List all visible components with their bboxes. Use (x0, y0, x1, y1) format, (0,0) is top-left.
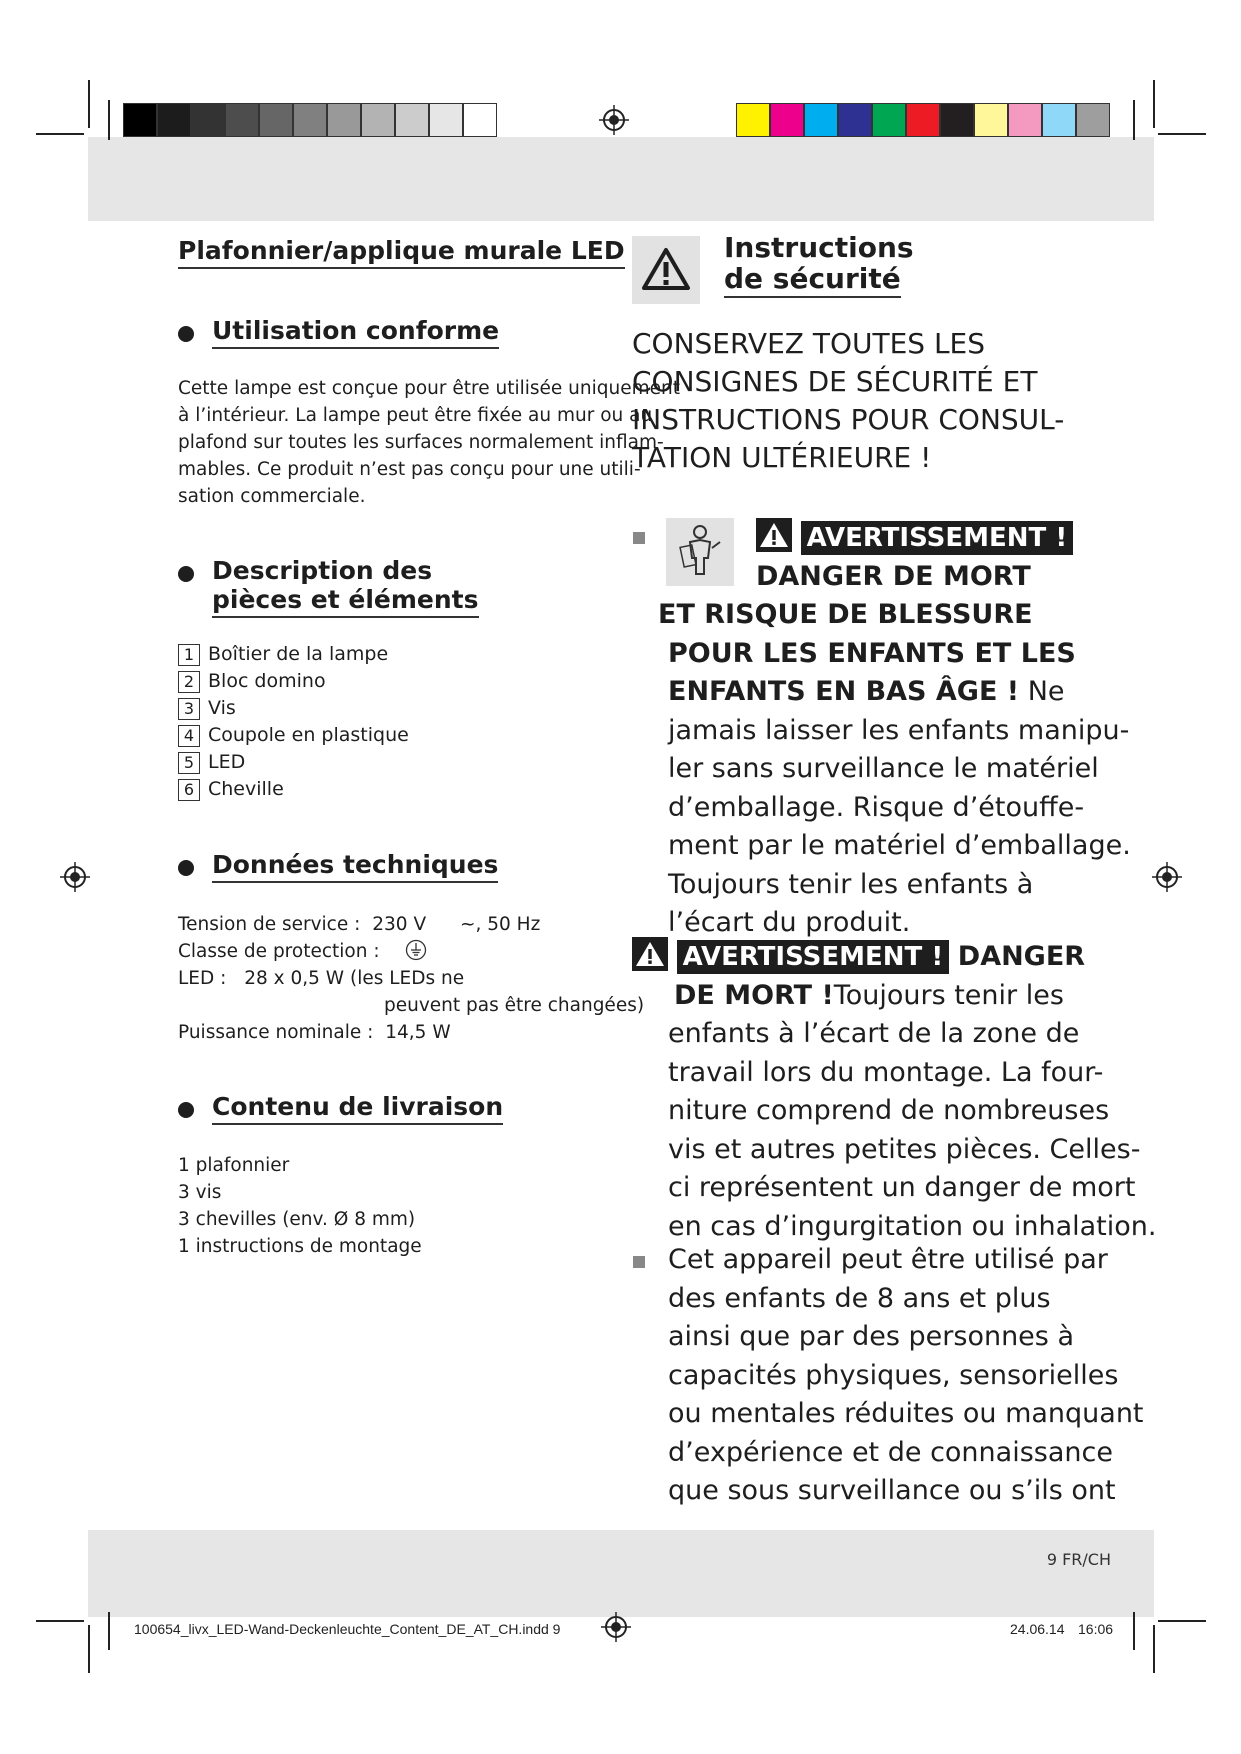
crop-mark (108, 1612, 110, 1650)
crop-mark (1158, 133, 1206, 135)
crop-mark (88, 80, 90, 128)
usage-heading: Utilisation conforme (212, 316, 499, 349)
voltage-row (178, 911, 618, 938)
color-swatch (872, 103, 906, 137)
part-number: 6 (178, 779, 200, 801)
delivery-heading: Contenu de livraison (212, 1092, 503, 1125)
crop-mark (1153, 1625, 1155, 1673)
safety-icon-box (632, 236, 700, 304)
color-swatch (1076, 103, 1110, 137)
led-row (178, 965, 618, 992)
safety-heading-line: Instructions (724, 231, 914, 264)
footer-time: 16:06 (1078, 1621, 1114, 1637)
list-item (178, 643, 409, 670)
color-swatch (1008, 103, 1042, 137)
crop-mark (1133, 1612, 1135, 1650)
page-number: 9 FR/CH (1046, 1550, 1111, 1569)
registration-mark-icon (599, 105, 629, 135)
bullet-3-line: Cet appareil peut être utilisé par (668, 1244, 1108, 1275)
usage-text (178, 375, 680, 510)
color-swatch (123, 103, 157, 137)
warning-1-bold-line: DANGER DE MORT (756, 560, 1031, 592)
power-row (178, 1019, 618, 1046)
safety-heading-line: de sécurité (724, 264, 901, 298)
footer-band (88, 1530, 1154, 1617)
warning-1-line: l’écart du produit. (668, 907, 911, 938)
warning-2-line: niture comprend de nombreuses (668, 1095, 1110, 1126)
usage-line: sation commerciale. (178, 486, 366, 507)
bullet-3 (668, 1241, 1144, 1511)
usage-line: plafond sur toutes les surfaces normalement inflam- (178, 432, 664, 453)
list-item (178, 670, 409, 697)
color-swatch (259, 103, 293, 137)
section-bullet (178, 566, 194, 582)
parts-list (178, 643, 409, 805)
warning-label: AVERTISSEMENT ! (677, 940, 950, 974)
product-title: Plafonnier/applique murale LED (178, 236, 625, 269)
delivery-list (178, 1152, 422, 1260)
usage-line: Cette lampe est conçue pour être utilisée uniquement (178, 378, 680, 399)
color-swatch (157, 103, 191, 137)
footer-date: 24.06.14 (1010, 1621, 1065, 1637)
color-swatch (225, 103, 259, 137)
bullet-3-line: des enfants de 8 ans et plus (668, 1282, 1051, 1314)
notice-line: CONSERVEZ TOUTES LES (632, 327, 986, 360)
warning-2-line: enfants à l’écart de la zone de (668, 1018, 1080, 1049)
registration-mark-icon (601, 1612, 631, 1642)
warning-1-bold-line (660, 673, 1065, 712)
crop-mark (1158, 1620, 1206, 1622)
parts-heading (212, 556, 479, 618)
part-label: LED (208, 751, 246, 773)
part-number: 4 (178, 725, 200, 747)
warning-label: AVERTISSEMENT ! (801, 521, 1074, 555)
part-number: 1 (178, 644, 200, 666)
crop-mark (1133, 100, 1135, 140)
warning-triangle-icon (756, 518, 792, 552)
crop-mark (36, 133, 84, 135)
crop-mark (36, 1620, 84, 1622)
warning-1-line: ment par le matériel d’emballage. (668, 830, 1131, 861)
color-swatch (974, 103, 1008, 137)
warning-triangle-icon (632, 236, 700, 304)
voltage-label: Tension de service : (178, 914, 361, 935)
part-label: Bloc domino (208, 670, 326, 692)
color-swatch (770, 103, 804, 137)
color-swatch (293, 103, 327, 137)
notice-line: CONSIGNES DE SÉCURITÉ ET (632, 365, 1038, 398)
list-item: 1 instructions de montage (178, 1236, 422, 1257)
bullet-3-line: capacités physiques, sensorielles (668, 1359, 1119, 1391)
warning-2-line: en cas d’ingurgitation ou inhalation. (668, 1210, 1157, 1242)
part-number: 2 (178, 671, 200, 693)
list-item (178, 697, 409, 724)
usage-line: à l’intérieur. La lampe peut être fixée au mur ou au (178, 405, 653, 426)
color-swatch (361, 103, 395, 137)
keep-instructions-notice (632, 325, 1064, 477)
warning-2-bold-b: DE MORT ! (674, 979, 834, 1011)
warning-2-line: vis et autres petites pièces. Celles- (668, 1133, 1141, 1165)
warning-2-head (632, 937, 1086, 977)
color-swatch (327, 103, 361, 137)
tech-data (178, 911, 645, 1046)
part-number: 5 (178, 752, 200, 774)
part-number: 3 (178, 698, 200, 720)
parts-heading-line: pièces et éléments (212, 585, 479, 618)
voltage-value: 230 V (372, 914, 427, 935)
part-label: Cheville (208, 778, 284, 800)
section-bullet (178, 860, 194, 876)
warning-2-line: travail lors du montage. La four- (668, 1056, 1104, 1088)
color-swatch (838, 103, 872, 137)
list-item: 3 vis (178, 1182, 222, 1203)
warning-2-second (632, 977, 1072, 1016)
registration-mark-icon (60, 862, 90, 892)
warning-1 (658, 518, 1131, 943)
list-item: 3 chevilles (env. Ø 8 mm) (178, 1209, 416, 1230)
notice-line: TATION ULTÉRIEURE ! (632, 441, 932, 474)
warning-triangle-icon (632, 937, 668, 971)
warning-1-bold-end: ENFANTS EN BAS ÂGE ! (668, 676, 1020, 707)
warning-1-head (660, 518, 1068, 558)
warning-1-line: d’emballage. Risque d’étouffe- (668, 791, 1085, 823)
warning-1-line: ler sans surveillance le matériel (668, 753, 1099, 784)
list-item (178, 751, 409, 778)
warning-1-bold-line: ET RISQUE DE BLESSURE (658, 599, 1033, 630)
voltage-frequency: ~, 50 Hz (460, 914, 541, 935)
parts-heading-line: Description des (212, 556, 433, 585)
warning-2-bold-a: DANGER (957, 941, 1086, 972)
list-bullet (633, 1256, 645, 1268)
warning-2-tail: Toujours tenir les (833, 979, 1064, 1011)
footer-filename: 100654_livx_LED-Wand-Deckenleuchte_Content_DE_AT_CH.indd 9 (134, 1621, 561, 1637)
led-label: LED : (178, 968, 227, 989)
color-swatch (736, 103, 770, 137)
led-row-continued: peuvent pas être changées) (384, 995, 645, 1016)
section-bullet (178, 1102, 194, 1118)
crop-mark (88, 1625, 90, 1673)
protection-class-earth-icon (405, 939, 427, 961)
color-swatch (463, 103, 497, 137)
notice-line: INSTRUCTIONS POUR CONSUL- (632, 403, 1065, 436)
power-value: 14,5 W (385, 1022, 451, 1043)
color-swatch (395, 103, 429, 137)
color-swatch (906, 103, 940, 137)
color-swatch (429, 103, 463, 137)
list-bullet (633, 532, 645, 544)
section-bullet (178, 326, 194, 342)
warning-2-line: ci représentent un danger de mort (668, 1172, 1136, 1203)
part-label: Boîtier de la lampe (208, 643, 389, 665)
color-swatch (804, 103, 838, 137)
power-label: Puissance nominale : (178, 1022, 374, 1043)
color-swatch (940, 103, 974, 137)
warning-1-bold-line: POUR LES ENFANTS ET LES (668, 637, 1076, 669)
bullet-3-line: d’expérience et de connaissance (668, 1436, 1113, 1468)
crop-mark (1153, 80, 1155, 128)
color-swatch (1042, 103, 1076, 137)
led-value: 28 x 0,5 W (les LEDs ne (244, 968, 465, 989)
protection-label: Classe de protection : (178, 941, 380, 962)
safety-heading (724, 232, 914, 298)
warning-1-line: jamais laisser les enfants manipu- (668, 714, 1130, 746)
bullet-3-line: ainsi que par des personnes à (668, 1321, 1074, 1352)
warning-1-tail: Ne (1019, 676, 1065, 707)
list-item (178, 778, 409, 805)
list-item: 1 plafonnier (178, 1155, 290, 1176)
bullet-3-line: ou mentales réduites ou manquant (668, 1398, 1144, 1429)
warning-1-line: Toujours tenir les enfants à (668, 868, 1034, 900)
part-label: Vis (208, 697, 236, 719)
part-label: Coupole en plastique (208, 724, 409, 746)
tech-heading: Données techniques (212, 850, 498, 883)
protection-row (178, 938, 618, 965)
registration-mark-icon (1152, 862, 1182, 892)
usage-line: mables. Ce produit n’est pas conçu pour une utili- (178, 459, 641, 480)
color-swatch (191, 103, 225, 137)
warning-2 (632, 937, 1157, 1246)
crop-mark (108, 100, 110, 140)
bullet-3-line: que sous surveillance ou s’ils ont (668, 1475, 1116, 1506)
list-item (178, 724, 409, 751)
header-band (88, 137, 1154, 221)
